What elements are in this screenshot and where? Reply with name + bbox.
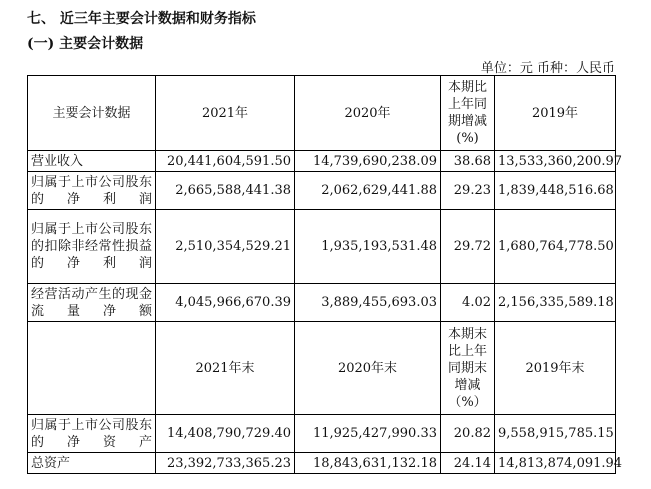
table-row: [28, 210, 616, 284]
header-2021: 2021年: [156, 76, 295, 151]
value-2019: 13,533,360,200.97: [495, 151, 616, 172]
value-change: 24.14: [441, 453, 495, 474]
row-label: 归属于上市公司股东的扣除非经常性损益的净利润: [28, 210, 156, 284]
value-2019: 14,813,874,091.94: [495, 453, 616, 474]
value-2019: 9,558,915,785.15: [495, 415, 616, 453]
value-change: 29.72: [441, 210, 495, 284]
value-2021: 2,665,588,441.38: [156, 172, 295, 210]
value-2020: 18,843,631,132.18: [295, 453, 441, 474]
header-2020-end: 2020年末: [295, 322, 441, 415]
header-label: [28, 322, 156, 415]
table-row: [28, 415, 616, 453]
table-row: [28, 172, 616, 210]
value-2019: 1,680,764,778.50: [495, 210, 616, 284]
row-label: 归属于上市公司股东的净资产: [28, 415, 156, 453]
value-2020: 2,062,629,441.88: [295, 172, 441, 210]
row-label: 总资产: [28, 453, 156, 474]
value-2019: 2,156,335,589.18: [495, 284, 616, 322]
value-change: 4.02: [441, 284, 495, 322]
value-2021: 14,408,790,729.40: [156, 415, 295, 453]
row-label: 归属于上市公司股东的净利润: [28, 172, 156, 210]
value-2021: 4,045,966,670.39: [156, 284, 295, 322]
table-row: [28, 151, 616, 172]
table-row: [28, 453, 616, 474]
value-2020: 3,889,455,693.03: [295, 284, 441, 322]
table-row: [28, 284, 616, 322]
header-change-end: 本期末比上年同期末增减（%）: [441, 322, 495, 415]
row-label: 经营活动产生的现金流量净额: [28, 284, 156, 322]
subsection-title: (一) 主要会计数据: [27, 36, 144, 52]
value-change: 38.68: [441, 151, 495, 172]
key-accounting-data-table: [27, 75, 623, 474]
section-title: 七、 近三年主要会计数据和财务指标: [27, 11, 256, 27]
value-2020: 1,935,193,531.48: [295, 210, 441, 284]
table-subheader-row: [28, 322, 616, 415]
value-2020: 14,739,690,238.09: [295, 151, 441, 172]
value-2020: 11,925,427,990.33: [295, 415, 441, 453]
table-header-row: [28, 76, 616, 151]
row-label: 营业收入: [28, 151, 156, 172]
value-2021: 20,441,604,591.50: [156, 151, 295, 172]
value-2019: 1,839,448,516.68: [495, 172, 616, 210]
value-2021: 2,510,354,529.21: [156, 210, 295, 284]
value-2021: 23,392,733,365.23: [156, 453, 295, 474]
header-2019: 2019年: [495, 76, 616, 151]
unit-currency-note: 单位：元 币种：人民币: [480, 61, 615, 76]
header-2019-end: 2019年末: [495, 322, 616, 415]
header-change: 本期比上年同期增减(%): [441, 76, 495, 151]
header-2021-end: 2021年末: [156, 322, 295, 415]
value-change: 20.82: [441, 415, 495, 453]
value-change: 29.23: [441, 172, 495, 210]
header-2020: 2020年: [295, 76, 441, 151]
header-label: 主要会计数据: [28, 76, 156, 151]
